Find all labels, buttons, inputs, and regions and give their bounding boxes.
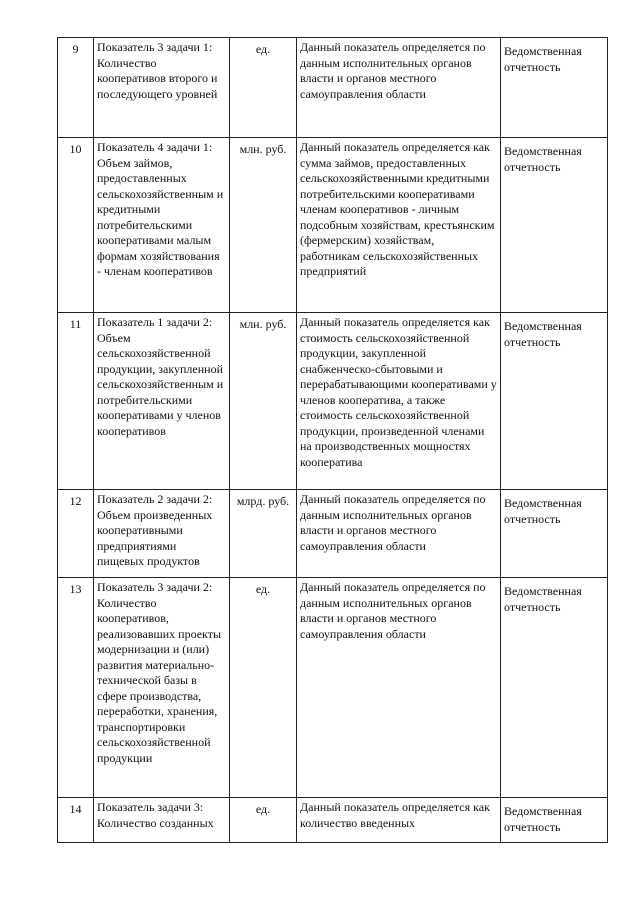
unit-of-measure: ед.: [230, 578, 297, 798]
table-row: [58, 490, 608, 578]
calculation-method: Данный показатель определяется как количество введенных: [297, 798, 501, 843]
unit-of-measure: ед.: [230, 798, 297, 843]
row-number: 12: [58, 490, 94, 578]
calculation-method: Данный показатель определяется как сумма займов, предоставленных сельскохозяйственными кредитными потребительскими кооперативами членам кооперативов - личным подсобным хозяйствам, крестьянским (фермерским) хозяйствам, работникам сельскохозяйственных предприятий: [297, 138, 501, 313]
indicator-name: Показатель задачи 3: Количество созданных: [94, 798, 230, 843]
indicator-name: Показатель 4 задачи 1: Объем займов, предоставленных сельскохозяйственным и кредитными потребительскими кооперативами малым формам хозяйствования - членам кооперативов: [94, 138, 230, 313]
data-source: Ведомственная отчетность: [501, 313, 608, 490]
row-number: 9: [58, 38, 94, 138]
table-row: [58, 313, 608, 490]
data-source: Ведомственная отчетность: [501, 798, 608, 843]
unit-of-measure: млн. руб.: [230, 313, 297, 490]
table-row: [58, 138, 608, 313]
unit-of-measure: млрд. руб.: [230, 490, 297, 578]
data-source: Ведомственная отчетность: [501, 38, 608, 138]
table-row: [58, 38, 608, 138]
indicator-name: Показатель 3 задачи 2: Количество кооперативов, реализовавших проекты модернизации и (или) развития материально-технической базы в сфере производства, переработки, хранения, транспортировки сельскохозяйственной продукции: [94, 578, 230, 798]
row-number: 14: [58, 798, 94, 843]
row-number: 13: [58, 578, 94, 798]
indicator-name: Показатель 2 задачи 2: Объем произведенных кооперативными предприятиями пищевых продуктов: [94, 490, 230, 578]
calculation-method: Данный показатель определяется по данным исполнительных органов власти и органов местного самоуправления области: [297, 578, 501, 798]
table-row: [58, 578, 608, 798]
unit-of-measure: ед.: [230, 38, 297, 138]
indicator-name: Показатель 1 задачи 2: Объем сельскохозяйственной продукции, закупленной сельскохозяйственным и потребительскими кооперативами у членов кооперативов: [94, 313, 230, 490]
table-row: [58, 798, 608, 843]
unit-of-measure: млн. руб.: [230, 138, 297, 313]
calculation-method: Данный показатель определяется по данным исполнительных органов власти и органов местного самоуправления области: [297, 490, 501, 578]
row-number: 10: [58, 138, 94, 313]
data-source: Ведомственная отчетность: [501, 138, 608, 313]
row-number: 11: [58, 313, 94, 490]
indicator-table: [57, 37, 608, 843]
calculation-method: Данный показатель определяется по данным исполнительных органов власти и органов местного самоуправления области: [297, 38, 501, 138]
indicator-name: Показатель 3 задачи 1: Количество кооперативов второго и последующего уровней: [94, 38, 230, 138]
calculation-method: Данный показатель определяется как стоимость сельскохозяйственной продукции, закупленной снабженческо-сбытовыми и перерабатывающими кооперативами у членов кооператива, а также стоимость сельскохозяйственной продукции, произведенной членами на производственных мощностях кооператива: [297, 313, 501, 490]
data-source: Ведомственная отчетность: [501, 578, 608, 798]
data-source: Ведомственная отчетность: [501, 490, 608, 578]
